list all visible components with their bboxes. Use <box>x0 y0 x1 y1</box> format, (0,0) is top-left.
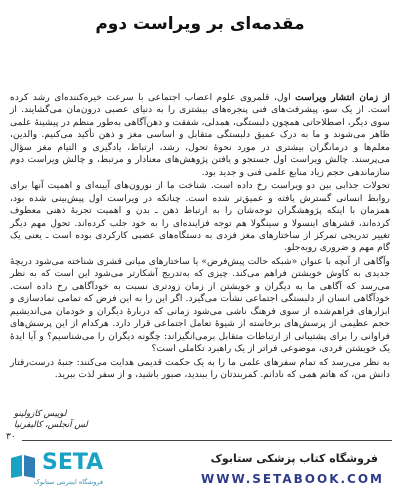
logo-wordmark: SETA <box>42 450 104 475</box>
footer-banner <box>0 446 400 497</box>
logo-subtitle: فروشگاه اینترنتی ستابوک <box>34 478 104 486</box>
paragraph-3: وآگاهی از آنچه با عنوان «شبکه حالت پیش‌فرض» یا ساختارهای میانی قشری شناخته می‌شود دریچهٔ جدیدی به کاوش خویشتن فراهم می‌کند. چیزی که به‌تدریج آشکارتر می‌شود این است که به نظر می‌رسد که آگاهی ما به دیگران و خویشتن از زمان زودتری نسبت به خودآگاهی رخ داده است. خودآگاهی انسان از دلبستگی اجتماعی نشأت می‌گیرد. اگر این را به این فرض که تمامی نمادسازی و ابزارهای فراهم‌شده از سوی فرهنگ ناشی می‌شود زمانی که دربارهٔ دیگران و خودمان می‌اندیشیم حجم عظیمی از پرسش‌های برخاسته از شیوهٔ تعامل اجتماعی قرار دارد. هرکدام از این پرسش‌های فراوانی را برای پشتیبانی از ارتباطات متقابل برمی‌انگیزاند: چگونه دیگران را می‌شناسیم؟ و آیا ایدهٔ یک خویشتن فردی، موضوعی فراتر از یک راهبرد تکاملی است؟ <box>10 255 390 355</box>
signature-place: لس آنجلس، کالیفرنیا <box>14 420 88 430</box>
paragraph-4: به نظر می‌رسد که تمام سفرهای علمی ما را به یک حکمت قدیمی هدایت می‌کنند: جنبهٔ درست‌رفتار دانش من، که هاتم همی که نادانم. کمربندتان را ببندید، صبور باشید، و از سفر لذت ببرید. <box>10 356 390 380</box>
page-number: ۳۰ <box>6 432 16 442</box>
page-title: مقدمه‌ای بر ویراست دوم <box>95 14 305 34</box>
lead-phrase: از زمان انتشار ویراست <box>295 92 390 103</box>
signature-name: لوییس کازولینو <box>14 409 67 419</box>
setabook-logo <box>8 450 112 490</box>
author-signature <box>14 409 88 431</box>
body-text <box>10 92 390 381</box>
book-icon <box>8 452 38 480</box>
store-url[interactable]: WWW.SETABOOK.COM <box>200 472 384 486</box>
paragraph-2: تحولات جذابی بین دو ویراست رخ داده است. شناخت ما از نورون‌های آیینه‌ای و اهمیت آنها برای روابط انسانی گسترش یافته و عمیق‌تر شده است. چنانکه در ویراست اول پیش‌بینی شده بود، همزمان با اینکه پژوهشگران توجه‌شان را به ارتباط ذهن ـ بدن و اهمیت تجربهٔ ذهنی معطوف کرده‌اند، قشرهای اینسولا و سینگولا هم توجه فزاینده‌ای را به خود جلب کرده‌اند. تحول مهم دیگر تغییر تدریجی تمرکز از ساختارهای مغز فردی به دستگاه‌های عصبی کارکردی بوده است ـ یعنی یک گام مهم و ضروری روبه‌جلو. <box>10 180 390 254</box>
paragraph-1 <box>10 92 390 179</box>
footer-divider <box>22 440 392 441</box>
store-title: فروشگاه کتاب پزشکی ستابوک <box>210 452 378 465</box>
paragraph-1-text: اول، قلمروی علوم اعصاب اجتماعی با سرعت خیره‌کننده‌ای رشد کرده است. از یک سو، پیشرفت‌های فنی پنجره‌های بیشتری را به دنیای عصبی درون‌مان می‌گشایند. از سوی دیگر، اصطلاحاتی همچون دلبستگی، همدلی، شفقت و ذهن‌آگاهی به‌طور منظم در پیشینهٔ علمی ظاهر می‌شوند و ما به درک عمیق دلبستگی متقابل و اساسی مغز و ذهن تأکید می‌کنیم. والدین، معلم‌ها و درمانگران بیشتری در مورد نحوهٔ تحول، رشد، ارتباط، یادگیری و التیام مغز سؤال می‌پرسند. چالش ویراست اول جستجو و یافتن پژوهش‌های معنادار و مرتبط، و چالش ویراست دوم سازماندهی حجم زیاد منابع علمی فنی و جدید بود. <box>10 92 390 178</box>
